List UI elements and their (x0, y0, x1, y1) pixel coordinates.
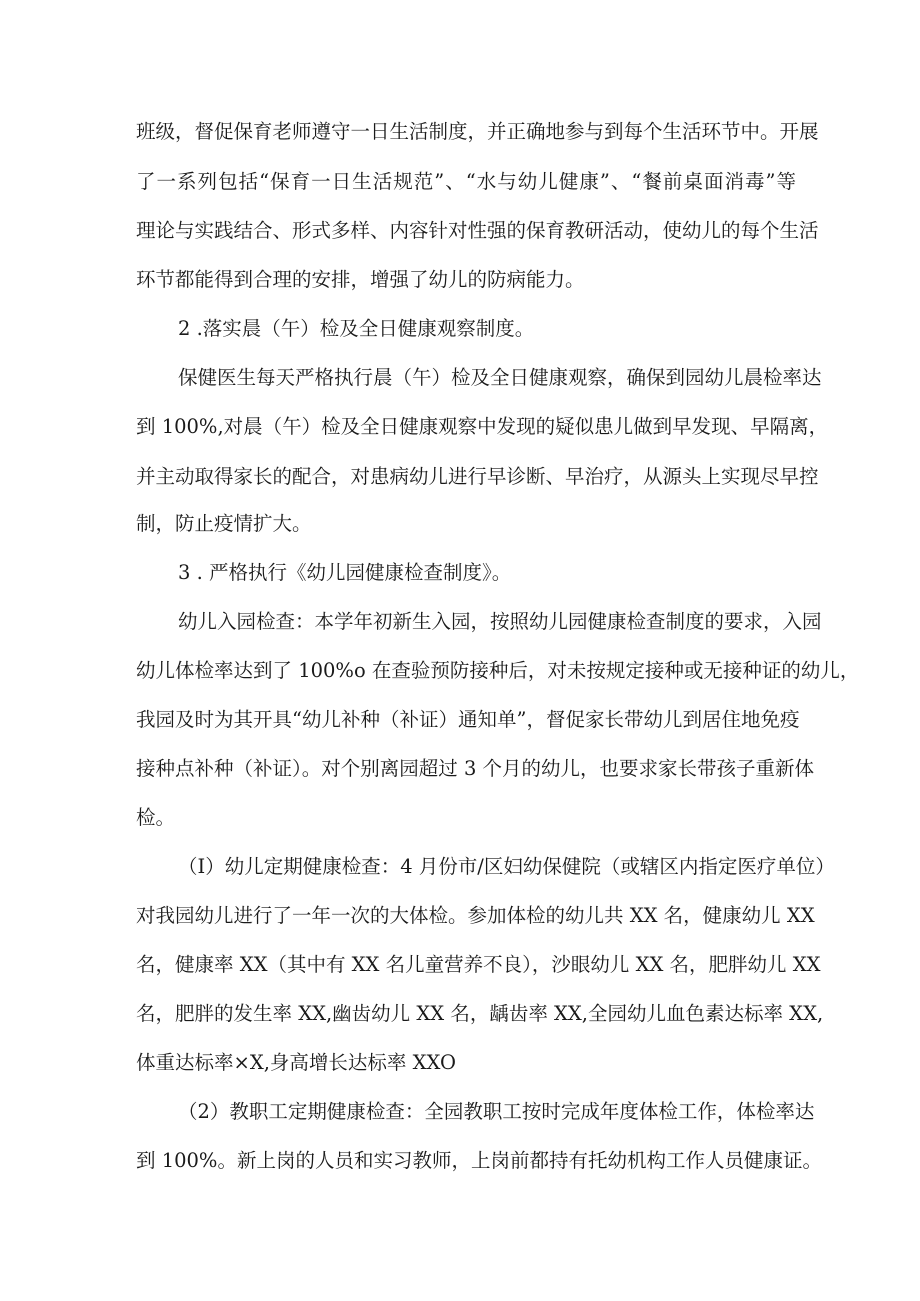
p2-line-1: 保健医生每天严格执行晨（午）检及全日健康观察，确保到园幼儿晨检率达 (178, 366, 822, 389)
p2-line-3: 并主动取得家长的配合，对患病幼儿进行早诊断、早治疗，从源头上实现尽早控 (136, 465, 819, 488)
p1-line-4: 环节都能得到合理的安排，增强了幼儿的防病能力。 (136, 268, 585, 291)
p4-line-3: 名，健康率 XX（其中有 XX 名儿童营养不良），沙眼幼儿 XX 名，肥胖幼儿 XX (136, 953, 821, 976)
p5-line-1: （2）教职工定期健康检查：全园教职工按时完成年度体检工作，体检率达 (178, 1100, 815, 1123)
p1-line-2: 了一系列包括“保育一日生活规范”、“水与幼儿健康”、“餐前桌面消毒”等 (136, 170, 796, 193)
p3-line-3: 我园及时为其开具“幼儿补种（补证）通知单”，督促家长带幼儿到居住地免疫 (136, 708, 800, 731)
p2-line-2: 到 100%,对晨（午）检及全日健康观察中发现的疑似患儿做到早发现、早隔离， (136, 415, 829, 438)
p1-line-3: 理论与实践结合、形式多样、内容针对性强的保育教研活动，使幼儿的每个生活 (136, 219, 819, 242)
p4-line-1: （I）幼儿定期健康检查：4 月份市/区妇幼保健院（或辖区内指定医疗单位） (178, 855, 835, 878)
p3-line-5: 检。 (136, 806, 176, 829)
p4-line-4: 名，肥胖的发生率 XX,幽齿幼儿 XX 名，龋齿率 XX,全园幼儿血色素达标率 XX, (136, 1002, 824, 1025)
p4-line-2: 对我园幼儿进行了一年一次的大体检。参加体检的幼儿共 XX 名，健康幼儿 XX (136, 904, 815, 927)
p5-line-2: 到 100%。新上岗的人员和实习教师，上岗前都持有托幼机构工作人员健康证。 (136, 1149, 822, 1172)
p1-line-1: 班级，督促保育老师遵守一日生活制度，并正确地参与到每个生活环节中。开展 (136, 120, 819, 143)
heading-2: 2 .落实晨（午）检及全日健康观察制度。 (178, 317, 535, 340)
p3-line-4: 接种点补种（补证）。对个别离园超过 3 个月的幼儿，也要求家长带孩子重新体 (136, 757, 815, 780)
p2-line-4: 制，防止疫情扩大。 (136, 512, 312, 535)
p3-line-2: 幼儿体检率达到了 100%o 在查验预防接种后，对未按规定接种或无接种证的幼儿， (136, 659, 860, 682)
p4-line-5: 体重达标率×X,身高增长达标率 XXO (136, 1051, 457, 1074)
p3-line-1: 幼儿入园检查：本学年初新生入园，按照幼儿园健康检查制度的要求，入园 (178, 610, 822, 633)
heading-3: 3 . 严格执行《幼儿园健康检查制度》。 (178, 561, 512, 584)
